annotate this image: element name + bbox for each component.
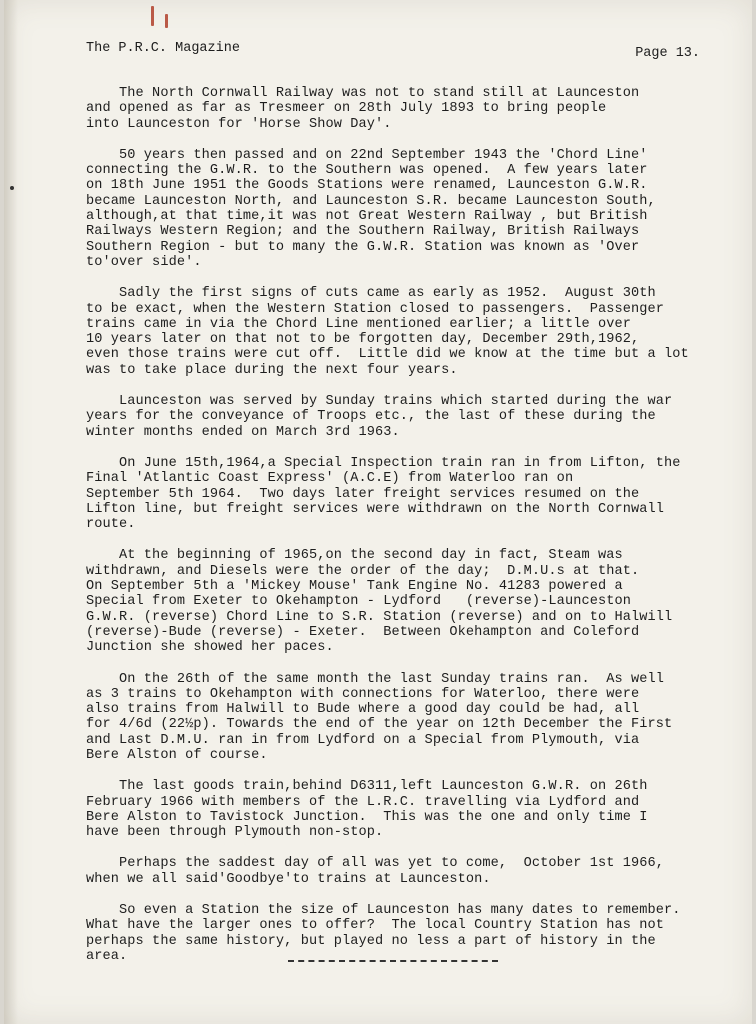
paragraph-4: Launceston was served by Sunday trains which started during the war years for the conveyance of Troops etc., the last of these during the winter months ended on March 3rd 1963. [86, 394, 673, 440]
paragraph-9: Perhaps the saddest day of all was yet to come, October 1st 1966, when we all said'Goodbye'to trains at Launceston. [86, 856, 665, 887]
paper-edge-shadow [4, 0, 18, 1024]
margin-dot [10, 186, 14, 190]
magazine-title: The P.R.C. Magazine [86, 41, 240, 56]
paragraph-3: Sadly the first signs of cuts came as early as 1952. August 30th to be exact, when the Western Station closed to passengers. Passenger trains came in via the Chord Line mentioned earlier; a little over 10 years later on that not to be forgotten day, December 29th,1962, even those trains were cut off. Little did we know at the time but a lot was to take place during the next four years. [86, 286, 689, 378]
page-number: Page 13. [635, 46, 700, 61]
paragraph-2: 50 years then passed and on 22nd September 1943 the 'Chord Line' connecting the G.W.R. to the Southern was opened. A few years later on 18th June 1951 the Goods Stations were renamed, Launceston G.W.R. became Launceston North, and Launceston S.R. became Launceston South, although,at that time,it was not Great Western Railway , but British Railways Western Region; and the Southern Railway, British Railways Southern Region - but to many the G.W.R. Station was known as 'Over to'over side'. [86, 147, 656, 270]
article-body [86, 86, 746, 980]
paragraph-7: On the 26th of the same month the last Sunday trains ran. As well as 3 trains to Okehampton with connections for Waterloo, there were also trains from Halwill to Bude where a good day could be had, all for 4/6d (22½p). Towards the end of the year on 12th December the First and Last D.M.U. ran in from Lydford on a Special from Plymouth, via Bere Alston of course. [86, 671, 673, 763]
paragraph-5: On June 15th,1964,a Special Inspection train ran in from Lifton, the Final 'Atlantic Coast Express' (A.C.E) from Waterloo ran on September 5th 1964. Two days later freight services resumed on the Lifton line, but freight services were withdrawn on the North Cornwall route. [86, 455, 681, 533]
red-ink-mark [165, 14, 168, 28]
paragraph-10: So even a Station the size of Launceston has many dates to remember. What have the larger ones to offer? The local Country Station has not perhaps the same history, but played no less a part of history in the area. [86, 903, 681, 964]
closing-divider [288, 960, 498, 962]
paragraph-8: The last goods train,behind D6311,left Launceston G.W.R. on 26th February 1966 with members of the L.R.C. travelling via Lydford and Bere Alston to Tavistock Junction. This was the one and only time I have been through Plymouth non-stop. [86, 779, 648, 841]
document-page [4, 0, 752, 1024]
paragraph-6: At the beginning of 1965,on the second day in fact, Steam was withdrawn, and Diesels were the order of the day; D.M.U.s at that. On September 5th a 'Mickey Mouse' Tank Engine No. 41283 powered a Special from Exeter to Okehampton - Lydford (reverse)-Launceston G.W.R. (reverse) Chord Line to S.R. Station (reverse) and on to Halwill (reverse)-Bude (reverse) - Exeter. Between Okehampton and Coleford Junction she showed her paces. [86, 548, 673, 656]
red-ink-mark [151, 6, 154, 26]
paragraph-1: The North Cornwall Railway was not to stand still at Launceston and opened as far as Tresmeer on 28th July 1893 to bring people into Launceston for 'Horse Show Day'. [86, 86, 640, 132]
